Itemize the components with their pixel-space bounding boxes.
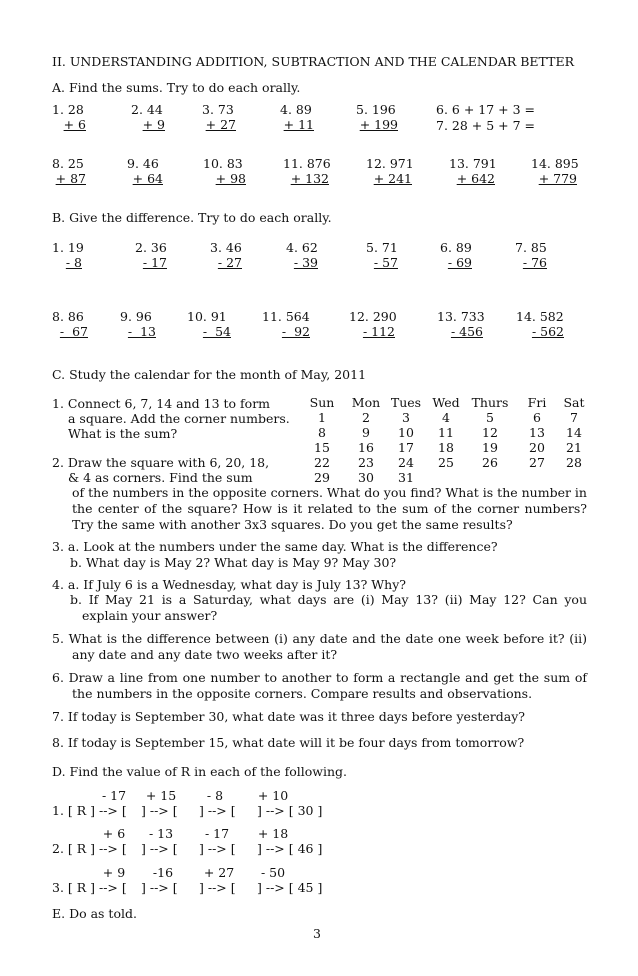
chain-box: ] --> [ — [199, 841, 236, 856]
part-a-q6: 6. 6 + 17 + 3 = — [436, 102, 535, 117]
chain-op: - 17 — [101, 788, 127, 803]
part-b-q13: 13. 733 - 456 — [437, 309, 485, 339]
calendar-date: 5 — [486, 410, 494, 425]
calendar-date: 19 — [482, 440, 498, 455]
part-a-heading: A. Find the sums. Try to do each orally. — [52, 80, 301, 95]
calendar-date: 24 — [398, 455, 414, 470]
day-wed: Wed — [432, 395, 460, 410]
day-sun: Sun — [309, 395, 335, 410]
chain-op: + 9 — [102, 865, 126, 880]
part-b-q2: 2. 36 - 17 — [135, 240, 167, 270]
chain-op: + 10 — [257, 788, 289, 803]
day-fri: Fri — [527, 395, 547, 410]
calendar-date: 7 — [570, 410, 578, 425]
chain-end: ] --> [ 45 ] — [257, 880, 323, 895]
calendar-date: 2 — [362, 410, 370, 425]
calendar-date: 10 — [398, 425, 414, 440]
calendar-date: 4 — [442, 410, 450, 425]
part-a-q14: 14. 895 + 779 — [531, 156, 579, 186]
calendar-date: 21 — [566, 440, 582, 455]
day-sat: Sat — [563, 395, 585, 410]
part-b-q11: 11. 564 - 92 — [262, 309, 310, 339]
part-b-q7: 7. 85 - 76 — [515, 240, 547, 270]
part-c-q7: 7. If today is September 30, what date was it three days before yesterday? — [52, 709, 525, 724]
calendar-date: 30 — [358, 470, 374, 485]
part-a-q11: 11. 876 + 132 — [283, 156, 331, 186]
calendar-date: 6 — [533, 410, 541, 425]
part-b-q3: 3. 46 - 27 — [210, 240, 242, 270]
part-b-q6: 6. 89 - 69 — [440, 240, 472, 270]
calendar-date: 17 — [398, 440, 414, 455]
calendar-date: 8 — [318, 425, 326, 440]
part-b-heading: B. Give the difference. Try to do each orally. — [52, 210, 332, 225]
calendar-date: 22 — [314, 455, 330, 470]
part-b-q5: 5. 71 - 57 — [366, 240, 398, 270]
part-a-q2: 2. 44 + 9 — [131, 102, 165, 132]
calendar-date: 9 — [362, 425, 370, 440]
part-c-q6: 6. Draw a line from one number to another to form a rectangle and get the sum of the numbers in the opposite corners. Compare results and observations. — [52, 670, 587, 701]
calendar-date: 12 — [482, 425, 498, 440]
day-mon: Mon — [351, 395, 381, 410]
part-c-q1: 1. Connect 6, 7, 14 and 13 to form a square. Add the corner numbers. What is the sum? — [52, 396, 290, 441]
chain-op: - 50 — [260, 865, 286, 880]
calendar-date: 13 — [529, 425, 545, 440]
calendar-date: 26 — [482, 455, 498, 470]
part-b-q12: 12. 290 - 112 — [349, 309, 397, 339]
part-c-q2-continuation: of the numbers in the opposite corners. What do you find? What is the number in the center of the square? How is it related to the sum of the corner numbers? Try the same with another 3x3 squares. Do you get the same results? — [72, 485, 587, 532]
chain-op: - 17 — [204, 826, 230, 841]
part-a-q7: 7. 28 + 5 + 7 = — [436, 118, 535, 133]
calendar-date: 27 — [529, 455, 545, 470]
part-a-q5: 5. 196 + 199 — [356, 102, 398, 132]
calendar-date: 11 — [438, 425, 454, 440]
part-a-q1: 1. 28 + 6 — [52, 102, 86, 132]
calendar-date: 31 — [398, 470, 414, 485]
part-a-q10: 10. 83 + 98 — [203, 156, 246, 186]
part-b-q4: 4. 62 - 39 — [286, 240, 318, 270]
chain-start: 1. [ R ] --> [ — [52, 803, 127, 818]
chain-op: - 8 — [206, 788, 224, 803]
part-c-q4a: 4. a. If July 6 is a Wednesday, what day is July 13? Why? — [52, 577, 406, 592]
chain-op: + 27 — [203, 865, 235, 880]
chain-box: ] --> [ — [199, 803, 236, 818]
part-c-q3: 3. a. Look at the numbers under the same day. What is the difference? b. What day is May 2? What day is May 9? May 30? — [52, 539, 498, 570]
chain-op: + 15 — [145, 788, 177, 803]
part-d-heading: D. Find the value of R in each of the following. — [52, 764, 347, 779]
calendar-date: 28 — [566, 455, 582, 470]
chain-op: + 6 — [102, 826, 126, 841]
part-b-q8: 8. 86 - 67 — [52, 309, 88, 339]
chain-op: - 13 — [148, 826, 174, 841]
part-c-q8: 8. If today is September 15, what date will it be four days from tomorrow? — [52, 735, 525, 750]
chain-start: 2. [ R ] --> [ — [52, 841, 127, 856]
chain-box: ] --> [ — [141, 803, 178, 818]
part-a-q12: 12. 971 + 241 — [366, 156, 414, 186]
part-a-q13: 13. 791 + 642 — [449, 156, 497, 186]
chain-box: ] --> [ — [199, 880, 236, 895]
part-d-chain-1 — [52, 788, 352, 820]
part-a-q9: 9. 46 + 64 — [127, 156, 163, 186]
part-a-q8: 8. 25 + 87 — [52, 156, 86, 186]
chain-end: ] --> [ 30 ] — [257, 803, 323, 818]
calendar-date: 1 — [318, 410, 326, 425]
calendar-date: 3 — [402, 410, 410, 425]
calendar-date: 18 — [438, 440, 454, 455]
part-e-heading: E. Do as told. — [52, 906, 137, 921]
calendar-date: 16 — [358, 440, 374, 455]
part-b-q10: 10. 91 - 54 — [187, 309, 231, 339]
section-title: II. UNDERSTANDING ADDITION, SUBTRACTION AND THE CALENDAR BETTER — [52, 54, 575, 69]
calendar-date: 15 — [314, 440, 330, 455]
chain-end: ] --> [ 46 ] — [257, 841, 323, 856]
part-c-q5: 5. What is the difference between (i) any date and the date one week before it? (ii) any date and any date two weeks after it? — [52, 631, 587, 662]
chain-box: ] --> [ — [141, 841, 178, 856]
part-b-q14: 14. 582 - 562 — [516, 309, 564, 339]
part-a-q4: 4. 89 + 11 — [280, 102, 314, 132]
day-tues: Tues — [390, 395, 422, 410]
part-d-chain-2 — [52, 826, 352, 858]
part-d-chain-3 — [52, 865, 352, 897]
chain-op: -16 — [152, 865, 174, 880]
part-c-q2: 2. Draw the square with 6, 20, 18, & 4 as corners. Find the sum — [52, 455, 270, 485]
part-b-q1: 1. 19 - 8 — [52, 240, 84, 270]
part-a-q3: 3. 73 + 27 — [202, 102, 236, 132]
calendar-date: 29 — [314, 470, 330, 485]
part-b-q9: 9. 96 - 13 — [120, 309, 156, 339]
calendar-date: 25 — [438, 455, 454, 470]
may-calendar — [300, 396, 590, 486]
calendar-date: 14 — [566, 425, 582, 440]
part-c-heading: C. Study the calendar for the month of May, 2011 — [52, 367, 367, 382]
part-c-q4b: b. If May 21 is a Saturday, what days are (i) May 13? (ii) May 12? Can you explain your answer? — [70, 592, 587, 623]
chain-box: ] --> [ — [141, 880, 178, 895]
calendar-date: 23 — [358, 455, 374, 470]
chain-op: + 18 — [257, 826, 289, 841]
chain-start: 3. [ R ] --> [ — [52, 880, 127, 895]
calendar-date: 20 — [529, 440, 545, 455]
day-thurs: Thurs — [471, 395, 509, 410]
page-number: 3 — [313, 926, 321, 941]
